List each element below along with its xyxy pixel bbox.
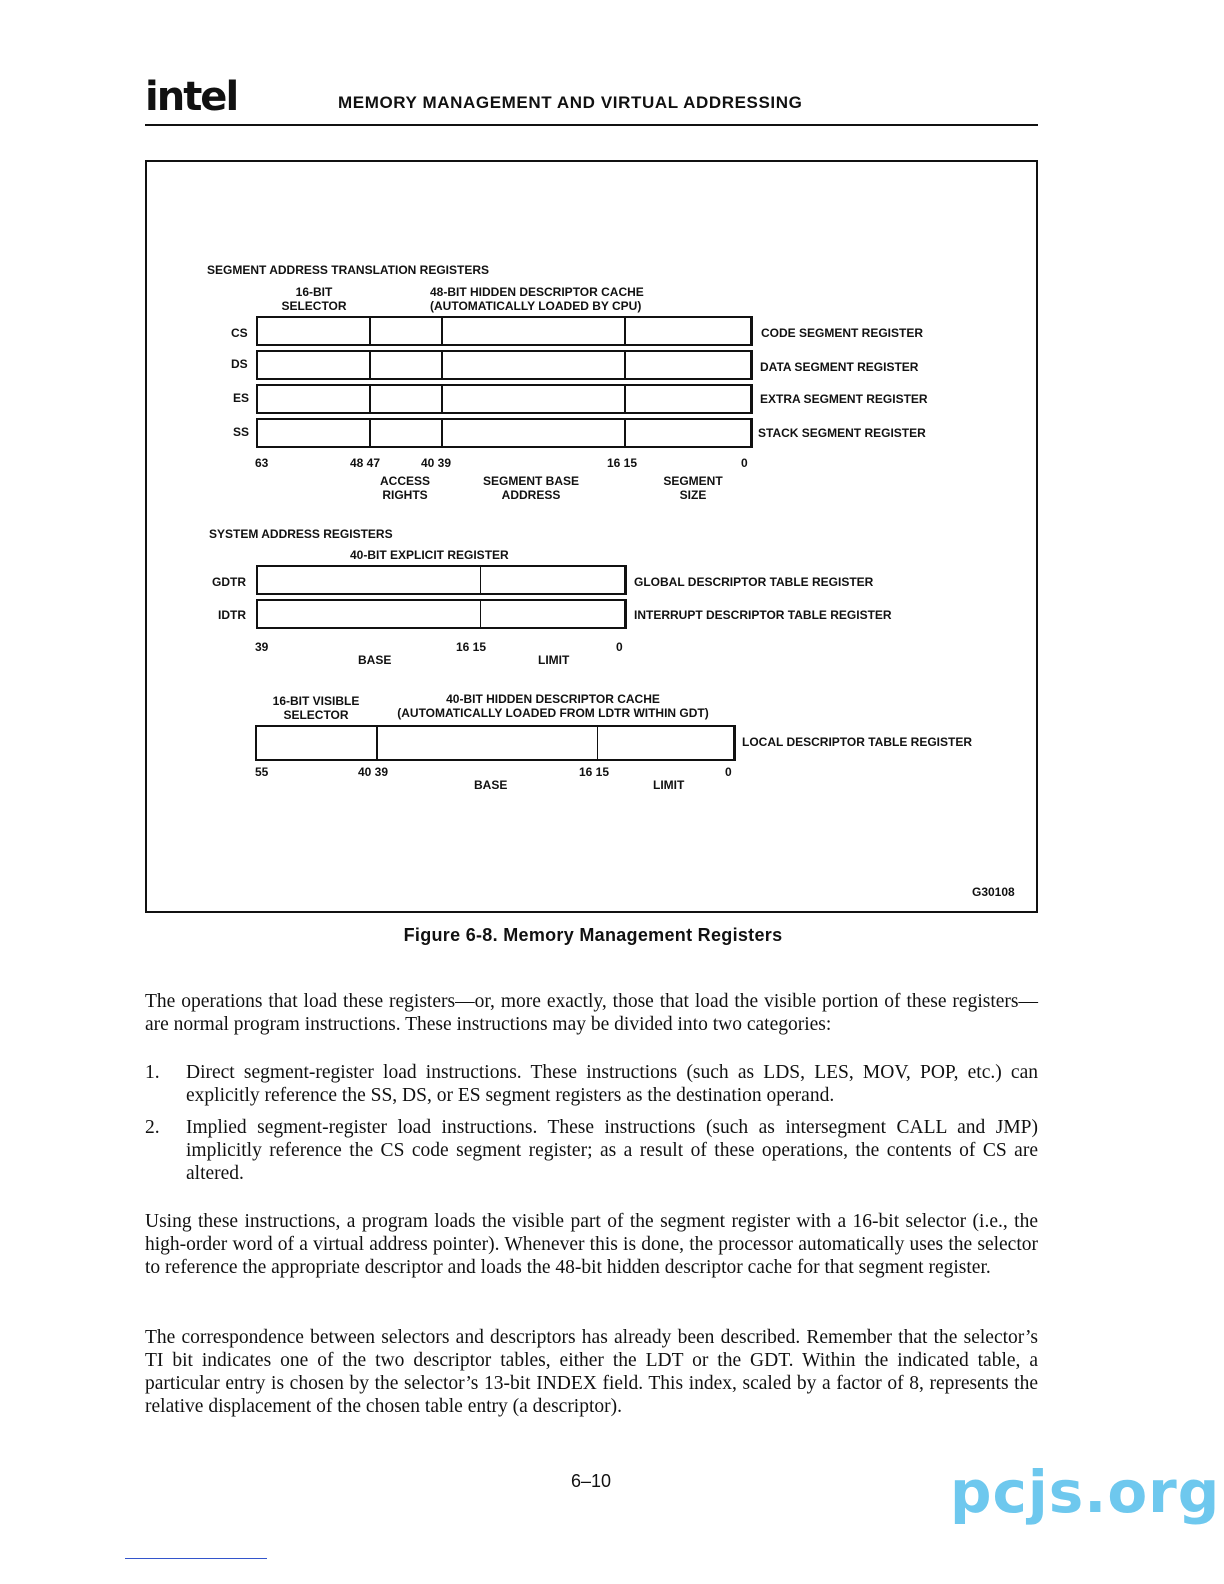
cs-description: CODE SEGMENT REGISTER [761, 326, 924, 340]
ldtr-base-label: BASE [474, 778, 508, 792]
sys-bit-label: 16 15 [456, 640, 487, 654]
sat-bit-label: 48 47 [350, 456, 381, 470]
pcjs-watermark: pcjs.org [950, 1458, 1221, 1526]
ss-label: SS [233, 425, 250, 439]
ldtr-bit-label: 40 39 [358, 765, 389, 779]
gdtr-description: GLOBAL DESCRIPTOR TABLE REGISTER [634, 575, 874, 589]
sat-title: SEGMENT ADDRESS TRANSLATION REGISTERS [207, 263, 490, 277]
sys-limit-label: LIMIT [538, 653, 570, 667]
gdtr-label: GDTR [212, 575, 246, 589]
list-item-text: Implied segment-register load instructions. These instructions (such as intersegment CALL and JMP) implicitly reference the CS code segment register; as a result of these operations, the contents of CS are altered. [186, 1117, 1038, 1184]
sat-bit-label: 0 [741, 456, 748, 470]
sat-bit-label: 16 15 [607, 456, 638, 470]
bottom-rule [125, 1558, 267, 1559]
ldtr-selector-label: 16-BIT VISIBLE SELECTOR [272, 694, 360, 722]
ldtr-bit-label: 55 [255, 765, 269, 779]
ldtr-bit-label: 16 15 [579, 765, 610, 779]
access-rights-label: ACCESS RIGHTS [379, 474, 430, 502]
ldtr-description: LOCAL DESCRIPTOR TABLE REGISTER [742, 735, 973, 749]
list-item-text: Direct segment-register load instructions. These instructions (such as LDS, LES, MOV, POP, etc.) can explicitly reference the SS, DS, or ES segment registers as the destination operand. [186, 1062, 1038, 1106]
es-description: EXTRA SEGMENT REGISTER [760, 392, 928, 406]
list-item-number: 2. [145, 1117, 160, 1138]
header-rule [145, 124, 1038, 126]
ss-register-box [256, 418, 753, 448]
gdtr-register-box [256, 565, 627, 595]
sat-cache-label: 48-BIT HIDDEN DESCRIPTOR CACHE (AUTOMATICALLY LOADED BY CPU) [430, 285, 644, 313]
es-register-box [256, 384, 753, 414]
segment-size-label: SEGMENT SIZE [663, 474, 723, 502]
idtr-description: INTERRUPT DESCRIPTOR TABLE REGISTER [634, 608, 892, 622]
body-paragraph-2: Using these instructions, a program loads the visible part of the segment register with a 16-bit selector (i.e., the high-order word of a virtual address pointer). Whenever this is done, the processor automatically uses the selector to reference the appropriate descriptor and loads the 48-bit hidden descriptor cache for that segment register. [145, 1211, 1038, 1278]
sys-base-label: BASE [358, 653, 392, 667]
sys-bit-label: 39 [255, 640, 269, 654]
ldtr-register-box [255, 725, 736, 761]
ldtr-cache-label: 40-BIT HIDDEN DESCRIPTOR CACHE (AUTOMATICALLY LOADED FROM LDTR WITHIN GDT) [397, 692, 709, 720]
ss-description: STACK SEGMENT REGISTER [758, 426, 926, 440]
list-item-number: 1. [145, 1062, 160, 1083]
ds-register-box [256, 350, 753, 380]
ldtr-limit-label: LIMIT [653, 778, 685, 792]
idtr-label: IDTR [218, 608, 246, 622]
figure-caption: Figure 6-8. Memory Management Registers [403, 925, 783, 945]
cs-label: CS [231, 326, 248, 340]
sat-selector-label: 16-BIT SELECTOR [281, 285, 347, 313]
explicit-register-label: 40-BIT EXPLICIT REGISTER [350, 548, 509, 562]
sat-bit-label: 40 39 [421, 456, 452, 470]
sat-bit-label: 63 [255, 456, 269, 470]
intel-logo: intel [145, 74, 238, 120]
figure-code: G30108 [972, 885, 1015, 899]
cs-register-box [256, 316, 753, 346]
sys-bit-label: 0 [616, 640, 623, 654]
es-label: ES [233, 391, 250, 405]
idtr-register-box [256, 599, 627, 629]
ds-label: DS [231, 357, 248, 371]
ds-description: DATA SEGMENT REGISTER [760, 360, 919, 374]
page-number: 6–10 [570, 1471, 612, 1491]
page-header-title: MEMORY MANAGEMENT AND VIRTUAL ADDRESSING [338, 93, 803, 112]
ldtr-bit-label: 0 [725, 765, 732, 779]
sys-title: SYSTEM ADDRESS REGISTERS [209, 527, 393, 541]
body-paragraph-1: The operations that load these registers—or, more exactly, those that load the visible portion of these registers—are normal program instructions. These instructions may be divided into two categories: [145, 991, 1038, 1035]
body-paragraph-3: The correspondence between selectors and descriptors has already been described. Remember that the selector’s TI bit indicates one of the two descriptor tables, either the LDT or the GDT. Within the indicated table, a particular entry is chosen by the selector’s 13-bit INDEX field. This index, scaled by a factor of 8, represents the relative displacement of the chosen table entry (a descriptor). [145, 1327, 1038, 1417]
segment-base-address-label: SEGMENT BASE ADDRESS [482, 474, 579, 502]
